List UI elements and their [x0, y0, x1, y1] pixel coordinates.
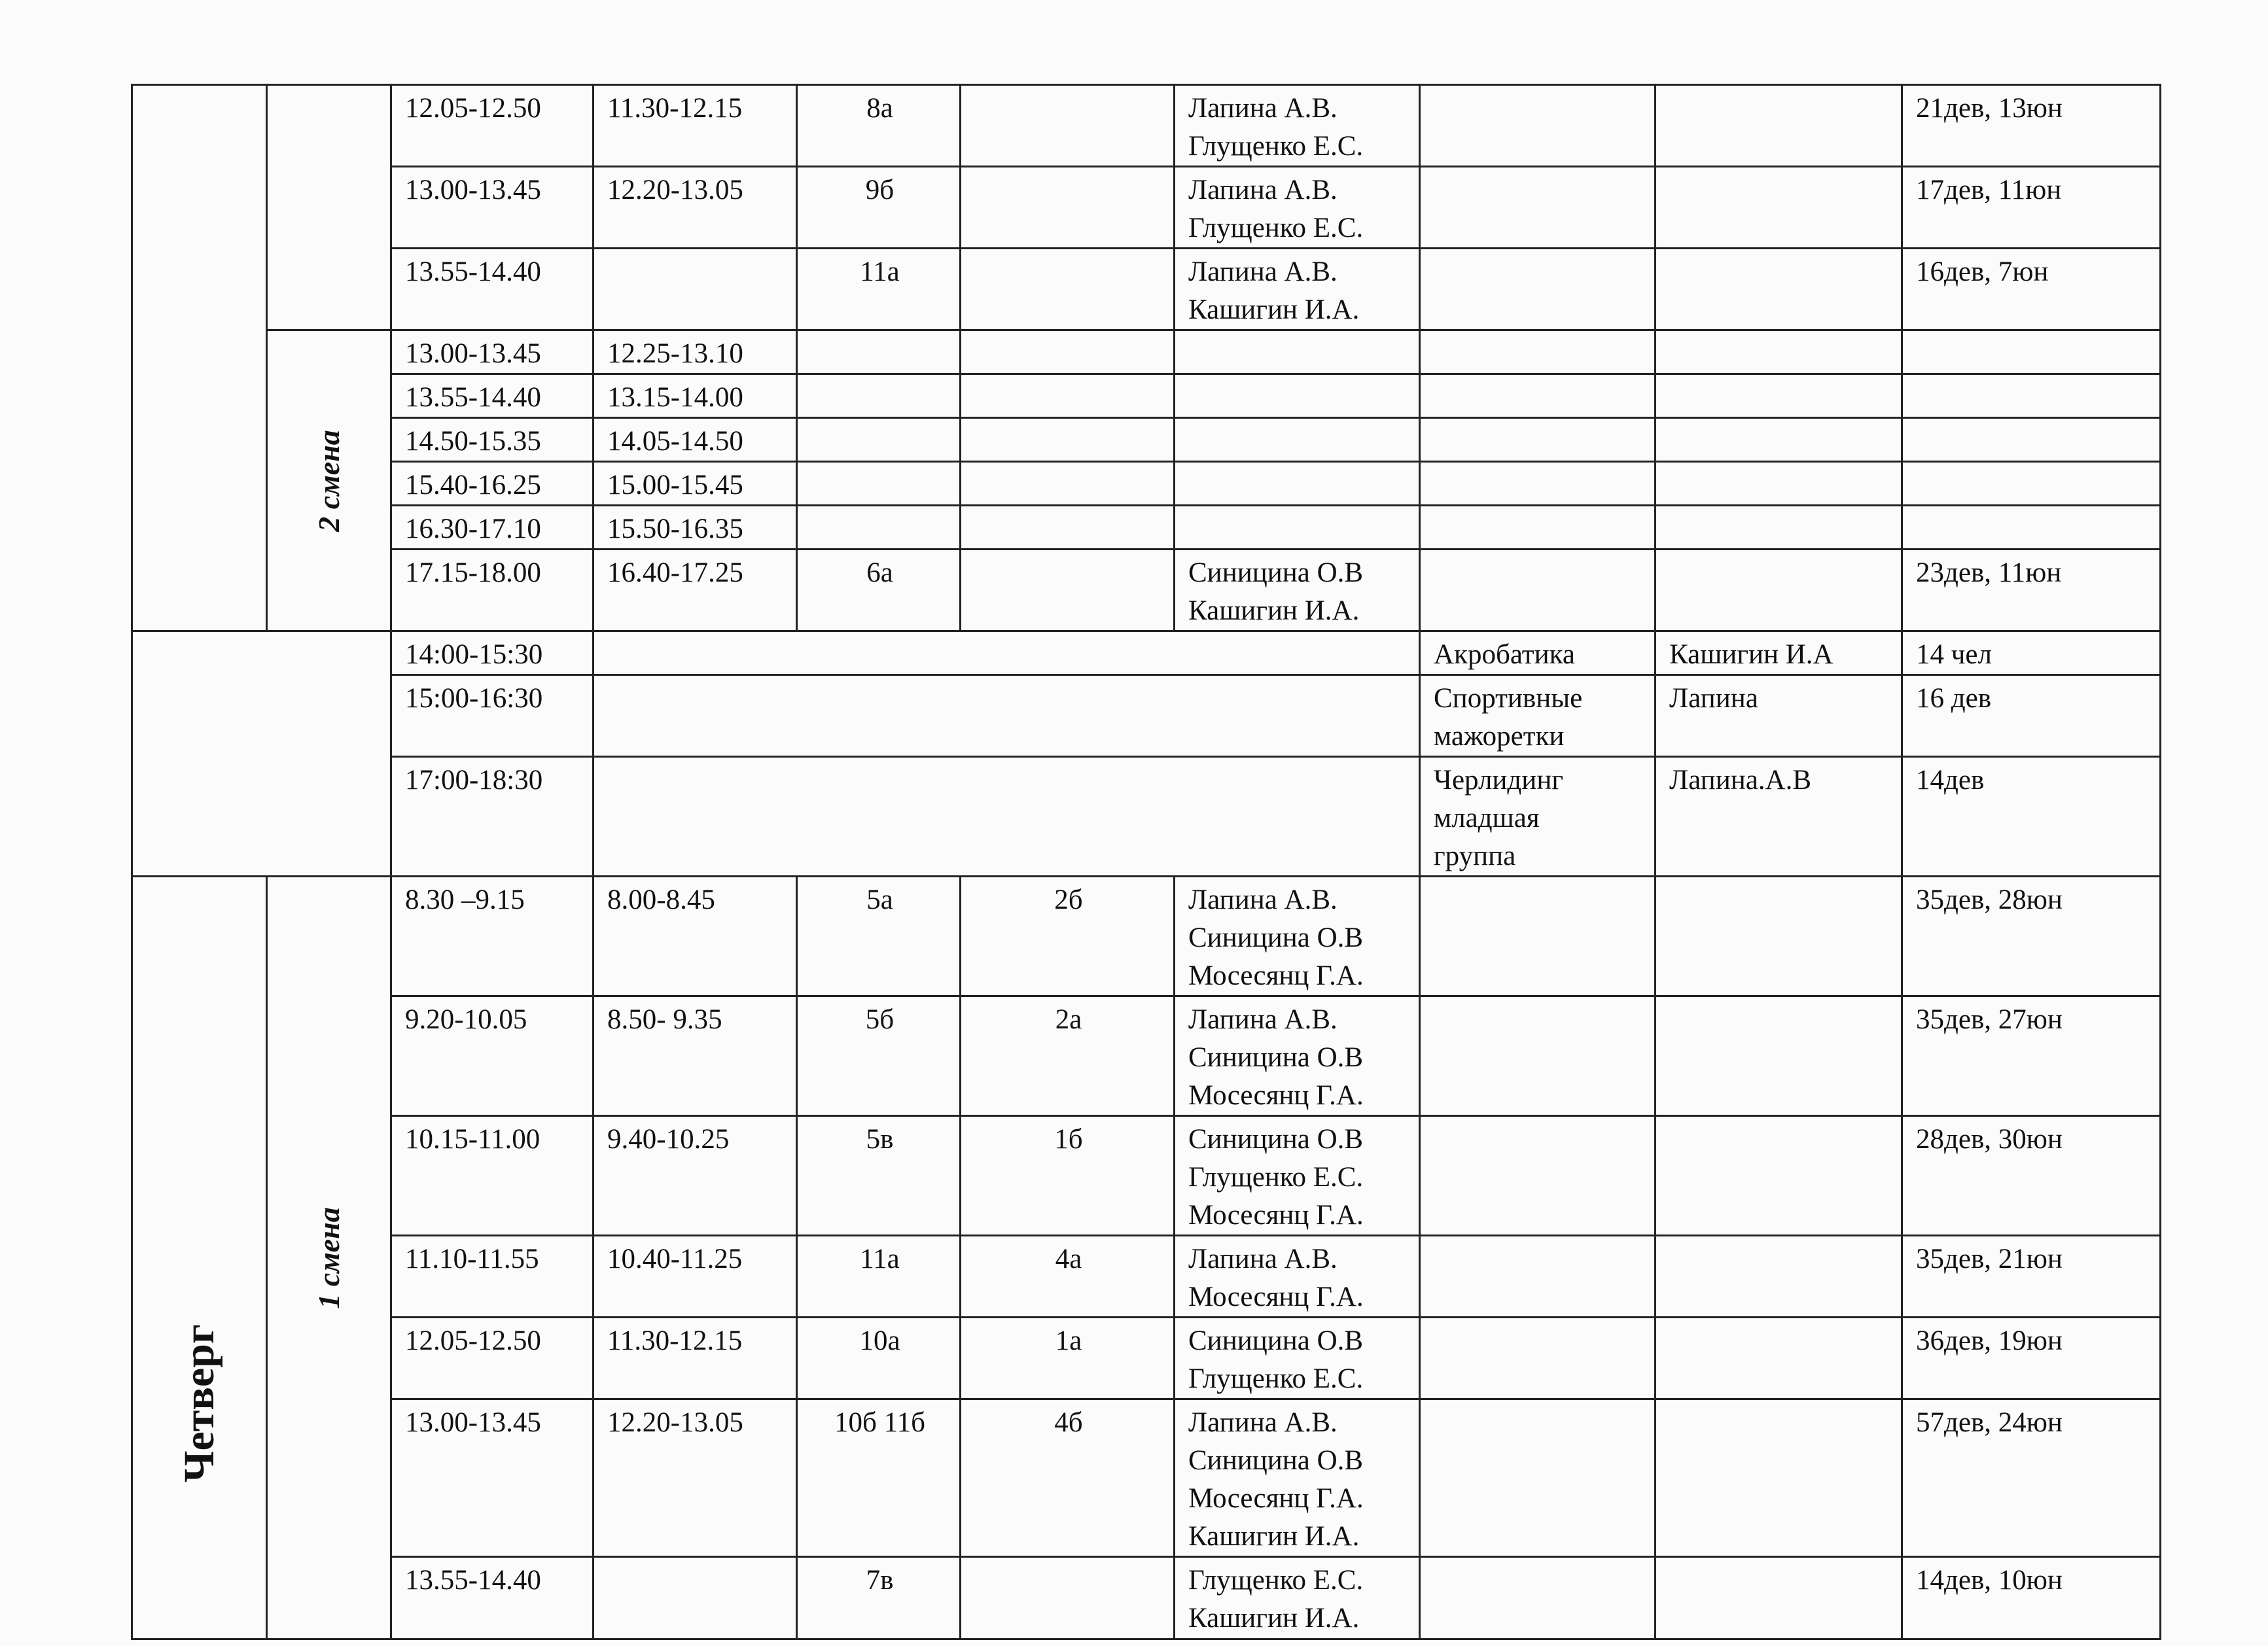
count-cell: 14дев, 10юн	[1902, 1557, 2161, 1639]
class-cell: 8а	[797, 85, 961, 167]
empty-cell	[1656, 167, 1902, 249]
empty-cell	[1420, 877, 1656, 996]
shift-cell-first	[267, 877, 391, 1639]
time-cell: 13.55-14.40	[391, 1557, 594, 1639]
empty-cell	[1902, 330, 2161, 374]
table-row	[132, 1557, 2161, 1639]
clubs-label-cell	[132, 631, 391, 877]
empty-cell	[961, 506, 1175, 550]
table-row	[132, 1116, 2161, 1236]
club-name-cell: Спортивные мажоретки	[1420, 675, 1656, 757]
empty-cell	[1656, 1318, 1902, 1399]
empty-cell	[1175, 418, 1420, 462]
count-cell: 16 дев	[1902, 675, 2161, 757]
time-cell: 16.30-17.10	[391, 506, 594, 550]
empty-cell	[797, 374, 961, 418]
day-label: Четверг	[175, 1324, 223, 1482]
empty-cell	[961, 462, 1175, 506]
empty-cell	[961, 550, 1175, 631]
empty-cell	[1902, 462, 2161, 506]
schedule-table	[131, 84, 2161, 1640]
time-cell: 13.15-14.00	[594, 374, 797, 418]
time-cell: 8.50- 9.35	[594, 996, 797, 1116]
empty-cell	[1656, 1399, 1902, 1557]
class-cell: 11а	[797, 1236, 961, 1318]
time-cell: 9.20-10.05	[391, 996, 594, 1116]
class-cell: 1а	[961, 1318, 1175, 1399]
club-name-cell: Черлидинг младшая группа	[1420, 757, 1656, 877]
coach-cell: Лапина	[1656, 675, 1902, 757]
count-cell: 35дев, 27юн	[1902, 996, 2161, 1116]
teachers-cell: Лапина А.В. Синицина О.В Мосесянц Г.А.	[1175, 877, 1420, 996]
time-cell: 13.55-14.40	[391, 374, 594, 418]
table-row	[132, 1236, 2161, 1318]
teachers-cell: Синицина О.В Кашигин И.А.	[1175, 550, 1420, 631]
count-cell: 14дев	[1902, 757, 2161, 877]
empty-cell	[961, 374, 1175, 418]
count-cell: 16дев, 7юн	[1902, 249, 2161, 330]
table-row	[132, 167, 2161, 249]
empty-cell	[1902, 374, 2161, 418]
table-row	[132, 675, 2161, 757]
table-row	[132, 996, 2161, 1116]
time-cell	[594, 249, 797, 330]
empty-cell	[1420, 167, 1656, 249]
empty-cell	[1902, 506, 2161, 550]
count-cell: 35дев, 21юн	[1902, 1236, 2161, 1318]
empty-cell	[1420, 996, 1656, 1116]
empty-cell	[1656, 418, 1902, 462]
time-cell: 13.00-13.45	[391, 330, 594, 374]
shift-cell-second	[267, 330, 391, 631]
time-cell: 17:00-18:30	[391, 757, 594, 877]
shift-cell-top	[267, 85, 391, 330]
teachers-cell: Глущенко Е.С. Кашигин И.А.	[1175, 1557, 1420, 1639]
time-cell: 12.05-12.50	[391, 85, 594, 167]
table-row	[132, 631, 2161, 675]
time-cell: 15.50-16.35	[594, 506, 797, 550]
time-cell: 13.55-14.40	[391, 249, 594, 330]
time-cell: 8.00-8.45	[594, 877, 797, 996]
class-cell: 10а	[797, 1318, 961, 1399]
day-cell-top	[132, 85, 267, 631]
coach-cell: Кашигин И.А	[1656, 631, 1902, 675]
time-cell: 9.40-10.25	[594, 1116, 797, 1236]
empty-cell	[1420, 418, 1656, 462]
empty-cell	[1656, 330, 1902, 374]
time-cell: 10.15-11.00	[391, 1116, 594, 1236]
empty-cell	[797, 330, 961, 374]
class-cell: 4а	[961, 1236, 1175, 1318]
empty-cell	[1656, 374, 1902, 418]
empty-cell	[1656, 1557, 1902, 1639]
teachers-cell: Лапина А.В. Синицина О.В Мосесянц Г.А.	[1175, 996, 1420, 1116]
time-cell: 12.05-12.50	[391, 1318, 594, 1399]
time-cell: 14.05-14.50	[594, 418, 797, 462]
empty-cell	[1420, 550, 1656, 631]
teachers-cell: Синицина О.В Глущенко Е.С. Мосесянц Г.А.	[1175, 1116, 1420, 1236]
class-cell: 1б	[961, 1116, 1175, 1236]
count-cell: 14 чел	[1902, 631, 2161, 675]
empty-cell	[1175, 506, 1420, 550]
empty-cell	[1420, 1236, 1656, 1318]
time-cell: 11.30-12.15	[594, 85, 797, 167]
empty-cell	[1420, 1318, 1656, 1399]
class-cell: 4б	[961, 1399, 1175, 1557]
empty-cell	[1420, 330, 1656, 374]
time-cell: 15:00-16:30	[391, 675, 594, 757]
time-cell: 14.50-15.35	[391, 418, 594, 462]
count-cell: 28дев, 30юн	[1902, 1116, 2161, 1236]
empty-cell	[1902, 418, 2161, 462]
empty-cell	[1656, 249, 1902, 330]
empty-cell	[594, 675, 1420, 757]
teachers-cell: Лапина А.В. Глущенко Е.С.	[1175, 85, 1420, 167]
empty-cell	[1656, 996, 1902, 1116]
empty-cell	[1420, 1557, 1656, 1639]
empty-cell	[1656, 877, 1902, 996]
time-cell: 10.40-11.25	[594, 1236, 797, 1318]
time-cell: 15.00-15.45	[594, 462, 797, 506]
class-cell: 5а	[797, 877, 961, 996]
time-cell: 12.20-13.05	[594, 1399, 797, 1557]
class-cell: 5в	[797, 1116, 961, 1236]
table-row	[132, 877, 2161, 996]
class-cell	[961, 167, 1175, 249]
time-cell: 8.30 –9.15	[391, 877, 594, 996]
empty-cell	[1175, 374, 1420, 418]
table-row	[132, 330, 2161, 374]
time-cell: 13.00-13.45	[391, 167, 594, 249]
empty-cell	[1656, 85, 1902, 167]
empty-cell	[797, 506, 961, 550]
time-cell: 12.25-13.10	[594, 330, 797, 374]
teachers-cell: Лапина А.В. Синицина О.В Мосесянц Г.А. Кашигин И.А.	[1175, 1399, 1420, 1557]
class-cell: 11а	[797, 249, 961, 330]
count-cell: 17дев, 11юн	[1902, 167, 2161, 249]
empty-cell	[1420, 85, 1656, 167]
time-cell: 12.20-13.05	[594, 167, 797, 249]
empty-cell	[594, 631, 1420, 675]
time-cell: 11.30-12.15	[594, 1318, 797, 1399]
time-cell	[594, 1557, 797, 1639]
empty-cell	[1420, 374, 1656, 418]
time-cell: 17.15-18.00	[391, 550, 594, 631]
teachers-cell: Синицина О.В Глущенко Е.С.	[1175, 1318, 1420, 1399]
time-cell: 14:00-15:30	[391, 631, 594, 675]
empty-cell	[1656, 1236, 1902, 1318]
class-cell: 9б	[797, 167, 961, 249]
count-cell: 23дев, 11юн	[1902, 550, 2161, 631]
time-cell: 13.00-13.45	[391, 1399, 594, 1557]
class-cell	[961, 1557, 1175, 1639]
teachers-cell: Лапина А.В. Глущенко Е.С.	[1175, 167, 1420, 249]
table-row	[132, 374, 2161, 418]
empty-cell	[797, 418, 961, 462]
class-cell	[961, 85, 1175, 167]
count-cell: 57дев, 24юн	[1902, 1399, 2161, 1557]
club-name-cell: Акробатика	[1420, 631, 1656, 675]
time-cell: 15.40-16.25	[391, 462, 594, 506]
empty-cell	[594, 757, 1420, 877]
empty-cell	[1420, 1116, 1656, 1236]
class-cell: 10б 11б	[797, 1399, 961, 1557]
class-cell: 2б	[961, 877, 1175, 996]
day-cell	[132, 877, 267, 1639]
empty-cell	[1420, 506, 1656, 550]
table-row	[132, 85, 2161, 167]
empty-cell	[1175, 330, 1420, 374]
class-cell: 7в	[797, 1557, 961, 1639]
empty-cell	[1656, 506, 1902, 550]
time-cell: 16.40-17.25	[594, 550, 797, 631]
count-cell: 35дев, 28юн	[1902, 877, 2161, 996]
teachers-cell: Лапина А.В. Кашигин И.А.	[1175, 249, 1420, 330]
shift-label: 2 смена	[311, 429, 346, 532]
class-cell: 2а	[961, 996, 1175, 1116]
empty-cell	[1420, 249, 1656, 330]
count-cell: 36дев, 19юн	[1902, 1318, 2161, 1399]
empty-cell	[961, 330, 1175, 374]
empty-cell	[1175, 462, 1420, 506]
empty-cell	[1656, 550, 1902, 631]
shift-label: 1 смена	[311, 1206, 346, 1309]
empty-cell	[961, 418, 1175, 462]
table-row	[132, 1399, 2161, 1557]
class-cell: 5б	[797, 996, 961, 1116]
table-row	[132, 418, 2161, 462]
table-row	[132, 550, 2161, 631]
table-row	[132, 1318, 2161, 1399]
class-cell	[961, 249, 1175, 330]
table-row	[132, 249, 2161, 330]
table-row	[132, 506, 2161, 550]
teachers-cell: Лапина А.В. Мосесянц Г.А.	[1175, 1236, 1420, 1318]
coach-cell: Лапина.А.В	[1656, 757, 1902, 877]
count-cell: 21дев, 13юн	[1902, 85, 2161, 167]
empty-cell	[797, 462, 961, 506]
empty-cell	[1420, 1399, 1656, 1557]
table-row	[132, 757, 2161, 877]
class-cell: 6а	[797, 550, 961, 631]
empty-cell	[1656, 1116, 1902, 1236]
table-row	[132, 462, 2161, 506]
empty-cell	[1420, 462, 1656, 506]
time-cell: 11.10-11.55	[391, 1236, 594, 1318]
empty-cell	[1656, 462, 1902, 506]
